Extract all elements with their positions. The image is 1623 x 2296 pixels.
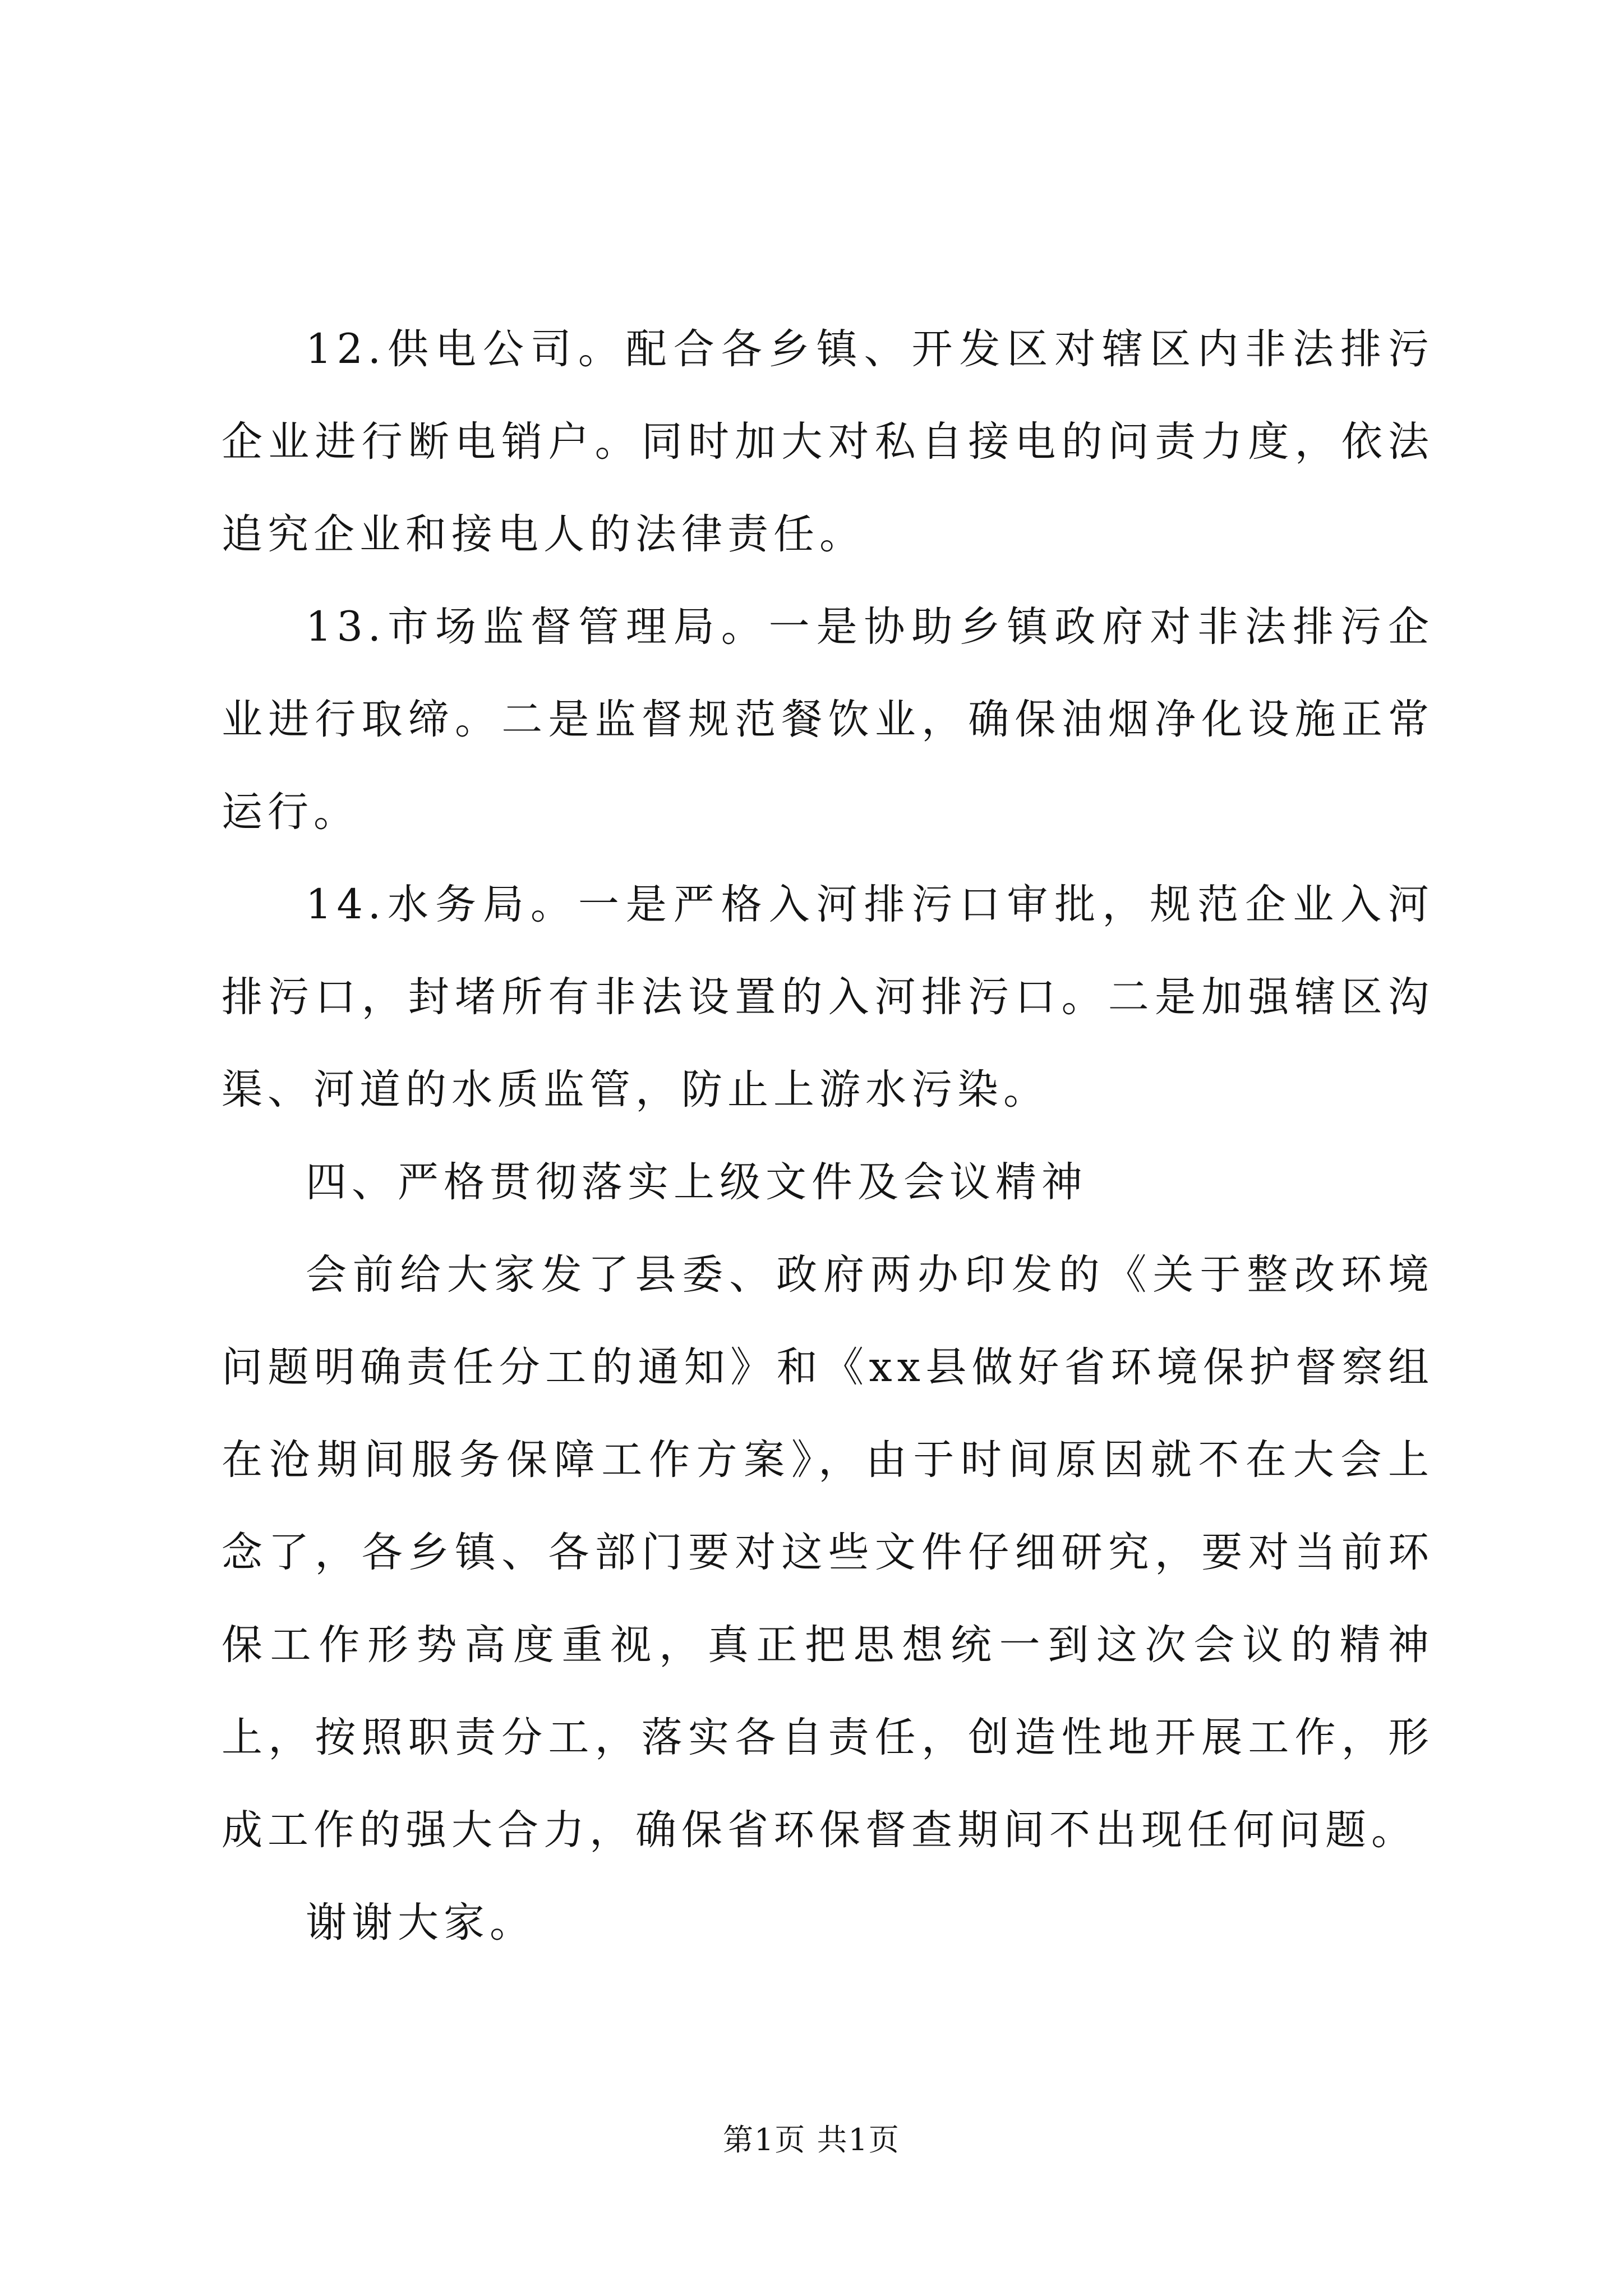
paragraph-water-affairs: 14.水务局。一是严格入河排污口审批，规范企业入河排污口，封堵所有非法设置的入河排污口。二是加强辖区沟渠、河道的水质监管，防止上游水污染。 [222,881,1434,1114]
paragraph-documents: 会前给大家发了县委、政府两办印发的《关于整改环境问题明确责任分工的通知》和《xx县做好省环境保护督察组在沧期间服务保障工作方案》，由于时间原因就不在大会上念了，各乡镇、各部门要对这些文件仔细研究，要对当前环保工作形势高度重视，真正把思想统一到这次会议的精神上，按照职责分工，落实各自责任，创造性地开展工作，形成工作的强大合力，确保省环保督查期间不出现任何问题。 [222,1251,1434,1854]
paragraph-closing: 谢谢大家。 [306,1899,536,1947]
document-body [222,303,1434,1969]
page-number-footer: 第1页 共1页 [723,2122,900,2157]
paragraph-power-company: 12.供电公司。配合各乡镇、开发区对辖区内非法排污企业进行断电销户。同时加大对私自接电的问责力度，依法追究企业和接电人的法律责任。 [222,325,1434,558]
paragraph-market-supervision: 13.市场监督管理局。一是协助乡镇政府对非法排污企业进行取缔。二是监督规范餐饮业，确保油烟净化设施正常运行。 [222,603,1434,836]
section-heading-four: 四、严格贯彻落实上级文件及会议精神 [306,1158,1087,1206]
